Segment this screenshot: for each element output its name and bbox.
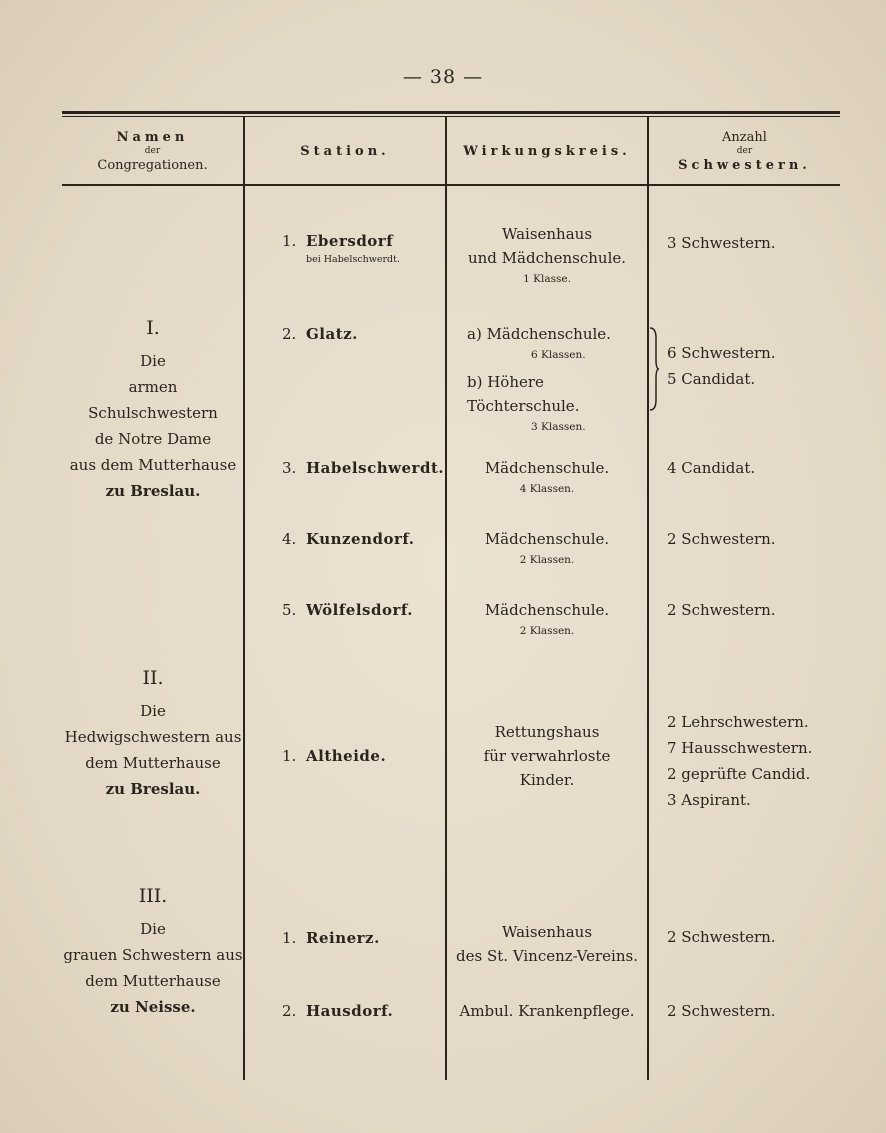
wirkung-reinerz xyxy=(447,920,647,968)
anzahl-glatz xyxy=(667,340,776,392)
header-wirkungskreis-title: Wirkungskreis. xyxy=(463,143,631,159)
page-number: — 38 — xyxy=(402,66,484,88)
wirkung-habelschwerdt xyxy=(447,456,647,498)
wirkung-sub: 2 Klassen. xyxy=(519,554,575,566)
header-names-der: der xyxy=(144,145,161,156)
section-2-line: Hedwigschwestern aus xyxy=(64,728,242,746)
wirkung-hausdorf xyxy=(447,999,647,1023)
header-station xyxy=(245,118,445,184)
station-ebersdorf xyxy=(282,229,400,267)
section-1-name xyxy=(62,308,244,504)
station-number: 4. xyxy=(282,530,297,548)
station-habelschwerdt xyxy=(282,456,444,480)
section-3-line: zu Neisse. xyxy=(110,998,196,1016)
station-sub: bei Habelschwerdt. xyxy=(306,254,400,265)
wirkung-line: für verwahrloste xyxy=(483,747,611,765)
header-rule xyxy=(62,184,840,186)
wirkung-item-b: b) Höhere Töchterschule. xyxy=(467,373,580,415)
anzahl-line: 2 Schwestern. xyxy=(667,601,776,619)
section-2-line: dem Mutterhause xyxy=(85,754,221,772)
wirkung-line: und Mädchenschule. xyxy=(467,249,627,267)
header-station-title: Station. xyxy=(300,143,390,159)
station-altheide xyxy=(282,744,386,768)
section-2-line: Die xyxy=(140,702,166,720)
anzahl-kunzendorf xyxy=(667,526,776,552)
anzahl-line: 2 Schwestern. xyxy=(667,1002,776,1020)
wirkung-line: Waisenhaus xyxy=(501,225,593,243)
anzahl-line: 3 Aspirant. xyxy=(667,791,751,809)
header-wirkungskreis xyxy=(447,118,647,184)
anzahl-ebersdorf xyxy=(667,230,776,256)
wirkung-altheide xyxy=(447,720,647,792)
station-name: Habelschwerdt. xyxy=(306,459,445,477)
wirkung-woelfelsdorf xyxy=(447,598,647,640)
station-number: 1. xyxy=(282,929,297,947)
station-number: 1. xyxy=(282,747,297,765)
section-1-line: aus dem Mutterhause xyxy=(69,456,237,474)
station-glatz xyxy=(282,322,358,346)
station-number: 2. xyxy=(282,1002,297,1020)
station-number: 2. xyxy=(282,325,297,343)
wirkung-item-a-sub: 6 Klassen. xyxy=(531,349,586,361)
wirkung-line: Mädchenschule. xyxy=(484,459,610,477)
station-kunzendorf xyxy=(282,527,415,551)
anzahl-line: 6 Schwestern. xyxy=(667,344,776,362)
station-woelfelsdorf xyxy=(282,598,413,622)
wirkung-item-b-sub: 3 Klassen. xyxy=(531,421,586,433)
station-name: Altheide. xyxy=(306,747,387,765)
station-name: Wölfelsdorf. xyxy=(306,601,414,619)
header-names-sub: Congregationen. xyxy=(97,157,208,173)
anzahl-line: 3 Schwestern. xyxy=(667,234,776,252)
wirkung-line: Rettungshaus xyxy=(494,723,600,741)
section-1-line: armen Schulschwestern xyxy=(88,378,218,422)
section-1-roman: I. xyxy=(146,317,160,339)
top-rule-thin xyxy=(62,116,840,117)
header-names-title: Namen xyxy=(116,129,189,145)
station-name: Hausdorf. xyxy=(306,1002,394,1020)
station-hausdorf xyxy=(282,999,393,1023)
section-3-line: Die xyxy=(140,920,166,938)
wirkung-ebersdorf xyxy=(447,222,647,288)
station-number: 1. xyxy=(282,232,297,250)
wirkung-kunzendorf xyxy=(447,527,647,569)
station-number: 5. xyxy=(282,601,297,619)
wirkung-line: Mädchenschule. xyxy=(484,530,610,548)
section-1-line: Die xyxy=(140,352,166,370)
section-2-name xyxy=(62,658,244,802)
wirkung-sub: 4 Klassen. xyxy=(519,483,575,495)
section-3-roman: III. xyxy=(138,885,168,907)
anzahl-habelschwerdt xyxy=(667,455,755,481)
header-anzahl-sub: Schwestern. xyxy=(678,157,811,173)
brace-icon xyxy=(648,326,660,412)
section-2-roman: II. xyxy=(142,667,164,689)
section-3-line: dem Mutterhause xyxy=(85,972,221,990)
header-names xyxy=(62,118,243,184)
anzahl-line: 4 Candidat. xyxy=(667,459,756,477)
section-3-line: grauen Schwestern aus xyxy=(63,946,243,964)
header-anzahl-title: Anzahl xyxy=(722,129,767,145)
anzahl-woelfelsdorf xyxy=(667,597,776,623)
wirkung-sub: 1 Klasse. xyxy=(523,273,571,285)
wirkung-line: Mädchenschule. xyxy=(484,601,610,619)
anzahl-line: 2 Lehrschwestern. xyxy=(667,713,809,731)
station-name: Reinerz. xyxy=(306,929,380,947)
anzahl-line: 2 Schwestern. xyxy=(667,530,776,548)
wirkung-item-a: a) Mädchenschule. xyxy=(467,325,611,343)
anzahl-altheide xyxy=(667,709,812,813)
section-1-line: de Notre Dame xyxy=(94,430,212,448)
section-2-line: zu Breslau. xyxy=(105,780,201,798)
header-anzahl-der: der xyxy=(736,145,753,156)
wirkung-line: des St. Vincenz-Vereins. xyxy=(456,947,638,965)
station-reinerz xyxy=(282,926,380,950)
wirkung-line: Kinder. xyxy=(519,771,575,789)
section-1-line: zu Breslau. xyxy=(105,482,201,500)
wirkung-glatz xyxy=(455,322,645,436)
station-name: Kunzendorf. xyxy=(306,530,415,548)
top-rule xyxy=(62,111,840,114)
column-divider-3 xyxy=(647,116,649,1080)
station-name: Glatz. xyxy=(306,325,358,343)
station-name: Ebersdorf xyxy=(306,232,394,250)
anzahl-line: 2 geprüfte Candid. xyxy=(667,765,811,783)
anzahl-hausdorf xyxy=(667,998,776,1024)
wirkung-sub: 2 Klassen. xyxy=(519,625,575,637)
anzahl-line: 7 Hausschwestern. xyxy=(667,739,813,757)
section-3-name xyxy=(62,876,244,1020)
anzahl-reinerz xyxy=(667,924,776,950)
header-anzahl xyxy=(649,118,840,184)
wirkung-line: Ambul. Krankenpflege. xyxy=(459,1002,635,1020)
station-number: 3. xyxy=(282,459,297,477)
anzahl-line: 2 Schwestern. xyxy=(667,928,776,946)
wirkung-line: Waisenhaus xyxy=(501,923,593,941)
anzahl-line: 5 Candidat. xyxy=(667,370,756,388)
